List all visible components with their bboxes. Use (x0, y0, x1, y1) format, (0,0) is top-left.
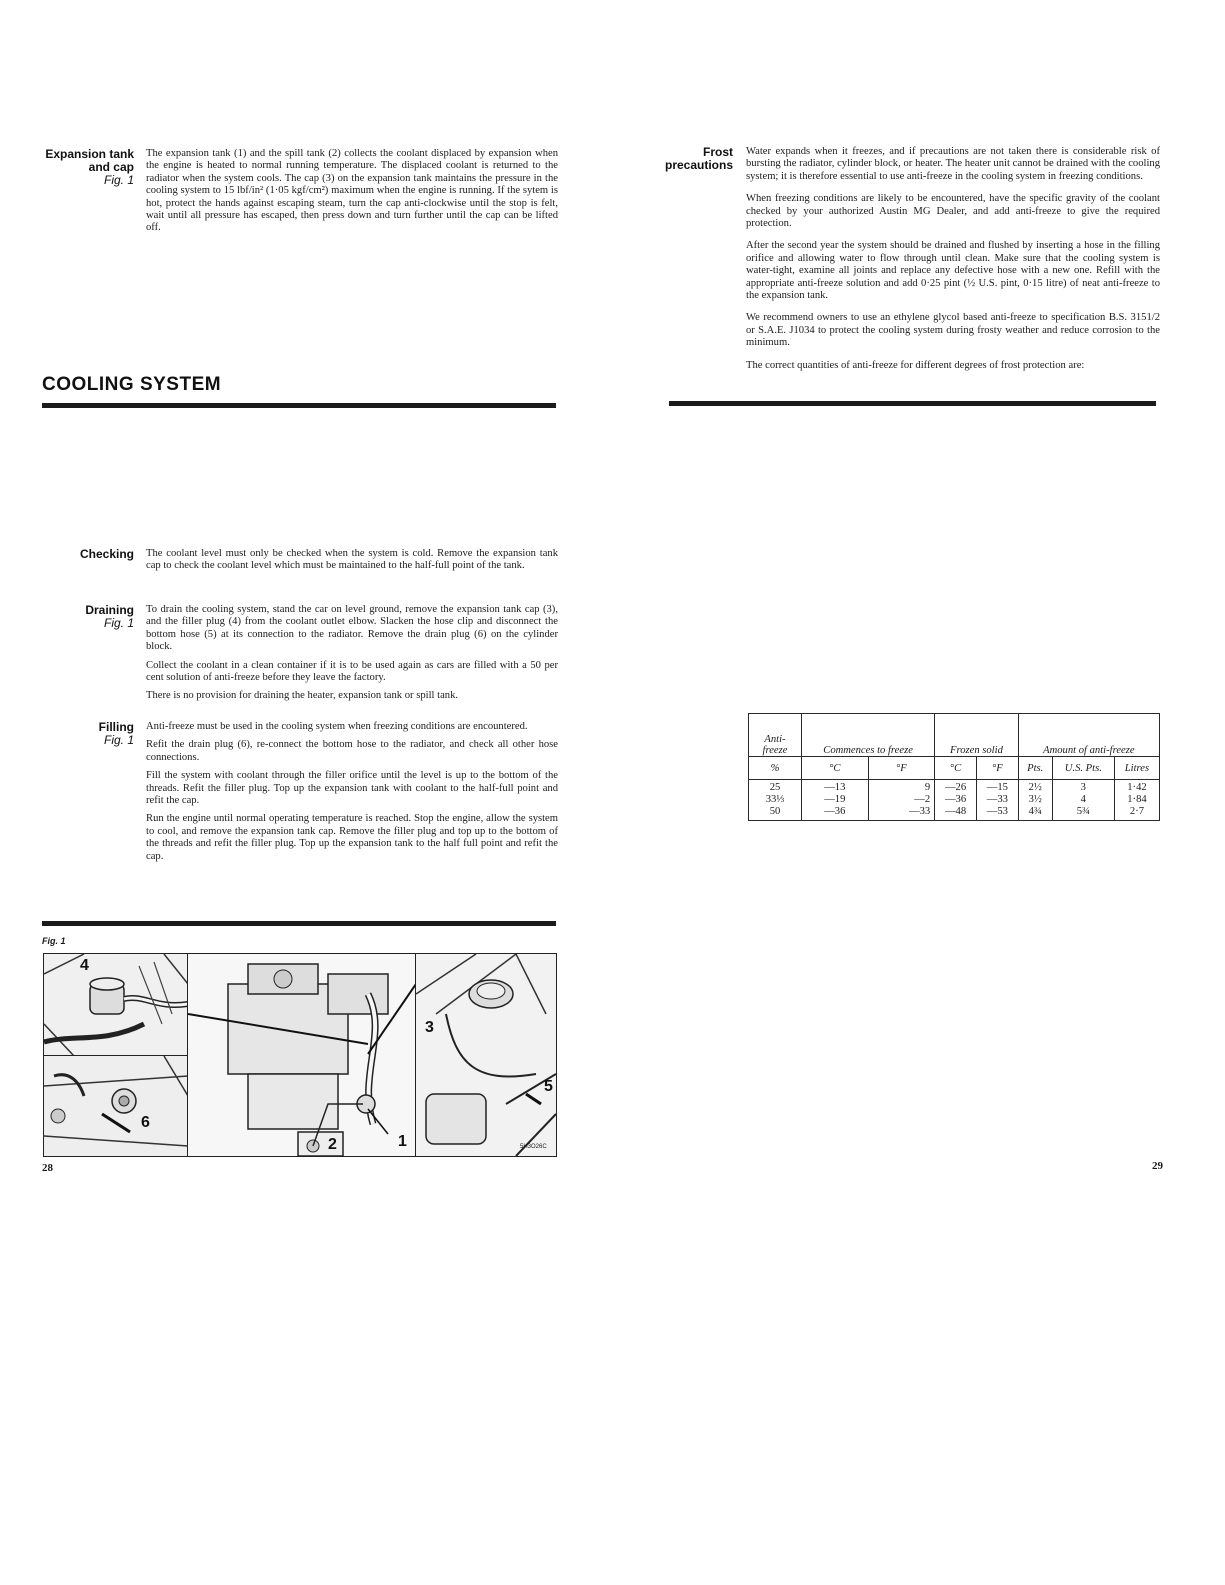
table-cell: 5¾ (1076, 806, 1090, 817)
paragraph: The expansion tank (1) and the spill tank (2) collects the coolant displaced by expansion when the engine is heated to normal running temperature. The displaced coolant is returned to the radiator when the system cools. The cap (3) on the expansion tank maintains the pressure in the cooling system to 15 lbf/in² (1·05 kgf/cm²) maximum when the engine is running. If the sytem is hot, protect the hands against escaping steam, turn the cap anti-clockwise until the stop is felt, wait until all pressure has escaped, then press down and turn further until the cap can be lifted off. (146, 148, 558, 234)
paragraph: Run the engine until normal operating temperature is reached. Stop the engine, allow the system to cool, and remove the expansion tank cap. Remove the filler plug and top up to the bottom of the threads and refit the filler plug. Top up the expansion tank to the half full point and refit the cap. (146, 813, 558, 862)
table-cell: —36 (824, 806, 846, 817)
page-number-right: 29 (1152, 1160, 1163, 1172)
section-label-checking (42, 548, 134, 561)
expansion-cap-illustration (416, 954, 556, 1156)
table-cell: 1·84 (1127, 794, 1147, 805)
column-litres (1114, 780, 1159, 821)
unit-cell: Litres (1114, 757, 1159, 780)
callout-4: 4 (80, 957, 89, 974)
column-frozen-f (976, 780, 1018, 821)
table-cell: 4 (1080, 794, 1086, 805)
column-commence-c (802, 780, 869, 821)
table-cell: 4¾ (1028, 806, 1042, 817)
table-cell: —53 (986, 806, 1008, 817)
figure-panel-drain-plug (43, 1055, 189, 1157)
figure-rule (42, 921, 556, 926)
unit-cell: °F (868, 757, 935, 780)
table-cell: —36 (944, 794, 967, 805)
column-frozen-c (935, 780, 977, 821)
table-cell: —13 (824, 782, 846, 793)
callout-2: 2 (328, 1136, 337, 1153)
callout-6: 6 (141, 1114, 150, 1131)
section-fig-ref: Fig. 1 (103, 616, 134, 630)
callout-1: 1 (398, 1133, 407, 1150)
section-body-frost-precautions (746, 146, 1160, 378)
paragraph: Fill the system with coolant through the filler orifice until the level is up to the bottom of the threads. Refit the filler plug. Top up the expansion tank with coolant to the half-full point and refit the cap. (146, 770, 558, 807)
table-cell: 2·7 (1129, 806, 1145, 817)
engine-illustration (188, 954, 416, 1156)
table-cell: 33⅓ (765, 794, 785, 805)
page-title: COOLING SYSTEM (42, 374, 222, 395)
section-body-draining (146, 604, 558, 709)
table-values-row (749, 780, 1160, 821)
section-body-checking (146, 548, 558, 579)
callout-5: 5 (544, 1078, 553, 1095)
paragraph: Refit the drain plug (6), re-connect the bottom hose to the radiator, and check all other hose connections. (146, 739, 558, 763)
column-percent (749, 780, 802, 821)
section-body-filling (146, 721, 558, 869)
unit-cell: °C (935, 757, 977, 780)
section-label-draining (42, 604, 134, 630)
paragraph: Collect the coolant in a clean container if it is to be used again as cars are filled with a 50 per cent solution of anti-freeze before they leave the factory. (146, 659, 558, 684)
section-label-filling (42, 721, 134, 747)
right-top-rule (669, 401, 1156, 406)
paragraph: After the second year the system should be drained and flushed by inserting a hose in the filling orifice and allowing water to flow through until clean. Make sure that the cooling system is water-tight, examine all joints and replace any defective hose with a new one. Refill with the appropriate anti-freeze solution and add 0·25 pint (½ U.S. pint, 0·15 litre) of neat anti-freeze to the expansion tank. (746, 240, 1160, 302)
drain-plug-illustration (44, 1056, 188, 1156)
section-label-text: Draining (85, 603, 134, 617)
section-label-text: Checking (79, 547, 134, 561)
unit-cell: % (749, 757, 802, 780)
section-label-text: Filling (98, 720, 134, 734)
figure-code: 5H3O26C (520, 1144, 547, 1150)
section-fig-ref: Fig. 1 (103, 173, 134, 187)
table-cell: —19 (824, 794, 846, 805)
filler-plug-illustration (44, 954, 188, 1056)
section-label-frost-precautions (641, 146, 733, 172)
unit-cell: U.S. Pts. (1052, 757, 1114, 780)
paragraph: When freezing conditions are likely to be encountered, have the specific gravity of the coolant checked by your authorized Austin MG Dealer, and add anti-freeze to give the required protection. (746, 193, 1160, 230)
section-label-text: Expansion tank and cap (45, 147, 134, 174)
paragraph: There is no provision for draining the heater, expansion tank or spill tank. (146, 690, 459, 702)
header-amount: Amount of anti-freeze (1018, 714, 1159, 757)
table-cell: 9 (924, 782, 931, 793)
section-fig-ref: Fig. 1 (103, 733, 134, 747)
header-commences: Commences to freeze (802, 714, 935, 757)
table-cell: 2½ (1028, 782, 1042, 793)
figure-panel-expansion-cap (415, 953, 557, 1157)
table-cell: 3½ (1028, 794, 1042, 805)
section-body-expansion-tank (146, 148, 558, 241)
callout-3: 3 (425, 1019, 434, 1036)
header-anti-freeze: Anti-freeze (749, 714, 802, 757)
figure-panel-filler-plug (43, 953, 189, 1057)
table-cell: 3 (1080, 782, 1086, 793)
table-cell: —26 (944, 782, 967, 793)
column-us-pts (1052, 780, 1114, 821)
table-cell: 1·42 (1127, 782, 1147, 793)
table-cell: —15 (986, 782, 1008, 793)
paragraph: The correct quantities of anti-freeze for different degrees of frost protection are: (746, 359, 1085, 371)
paragraph: Water expands when it freezes, and if precautions are not taken there is considerable risk of bursting the radiator, cylinder block, or heater. The heater unit cannot be drained with the cooling system; it is therefore essential to use anti-freeze in the cooling system in freezing conditions. (746, 146, 1160, 182)
column-pts (1018, 780, 1052, 821)
table-cell: 50 (769, 806, 781, 817)
unit-cell: °F (976, 757, 1018, 780)
anti-freeze-table (748, 713, 1160, 821)
title-rule (42, 403, 556, 408)
table-cell: —33 (908, 806, 931, 817)
section-label-expansion-tank (42, 148, 134, 187)
table-header-row (749, 714, 1160, 757)
table-cell: —48 (944, 806, 967, 817)
table-cell: 25 (769, 782, 781, 793)
paragraph: Anti-freeze must be used in the cooling system when freezing conditions are encountered. (146, 721, 528, 732)
paragraph: We recommend owners to use an ethylene glycol based anti-freeze to specification B.S. 3151/2 or S.A.E. J1034 to protect the cooling system during frosty weather and reduce corrosion to the minimum. (746, 312, 1160, 349)
figure-caption: Fig. 1 (42, 936, 66, 946)
paragraph: To drain the cooling system, stand the car on level ground, remove the expansion tank cap (3), and the filler plug (4) from the coolant outlet elbow. Slacken the hose clip and disconnect the bottom hose (5) at its connection to the radiator. Remove the drain plug (6) on the cylinder block. (146, 604, 558, 653)
column-commence-f (868, 780, 935, 821)
section-label-text: Frost precautions (664, 145, 733, 172)
figure-panel-engine (187, 953, 417, 1157)
unit-cell: °C (802, 757, 869, 780)
paragraph: The coolant level must only be checked when the system is cold. Remove the expansion tank cap to check the coolant level which must be maintained to the half-full point of the tank. (146, 548, 558, 572)
table-cell: —2 (914, 794, 931, 805)
table-cell: —33 (986, 794, 1008, 805)
table-units-row (749, 757, 1160, 780)
unit-cell: Pts. (1018, 757, 1052, 780)
header-frozen: Frozen solid (935, 714, 1019, 757)
page-number-left: 28 (42, 1162, 53, 1174)
